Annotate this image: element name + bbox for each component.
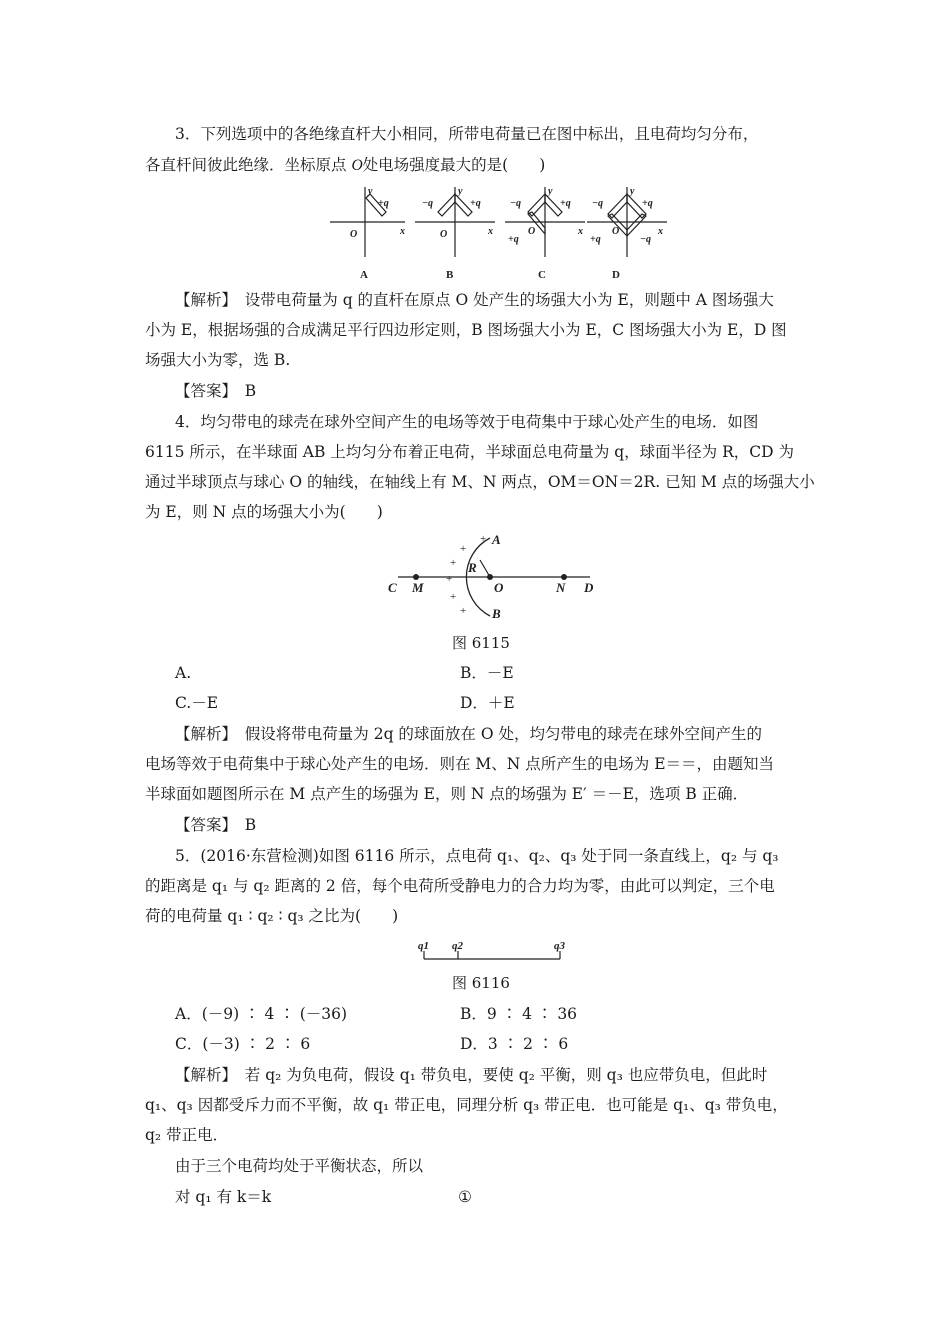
panel-a-label: A	[360, 269, 368, 281]
q5-option-a: A．(－9) ∶ 4 ∶ (－36)	[175, 1005, 348, 1023]
q5-figure-caption: 图 6116	[452, 974, 510, 992]
solution-text: 若 q₂ 为负电荷，假设 q₁ 带负电，要使 q₂ 平衡，则 q₃ 也应带负电，但此时	[244, 1066, 768, 1084]
origin-label: O	[440, 229, 448, 240]
plus-sign: +	[460, 605, 467, 617]
q4-figure-caption: 图 6115	[452, 634, 510, 652]
solution-tag: 【解析】	[175, 725, 230, 743]
q4-answer	[175, 815, 256, 835]
axis-y-label: y	[368, 186, 373, 197]
axis-y-label: y	[630, 186, 635, 197]
q4-figure	[380, 530, 610, 630]
q5-text-line1: 5．(2016·东营检测)如图 6116 所示，点电荷 q₁、q₂、q₃ 处于同一条直线上，q₂ 与 q₃	[175, 847, 779, 865]
q5-solution-line4: 由于三个电荷均处于平衡状态，所以	[175, 1157, 424, 1175]
plus-sign: +	[446, 573, 453, 585]
charge-q2-label: q2	[452, 940, 463, 952]
q5-solution-line5: 对 q₁ 有 k＝k	[175, 1188, 272, 1206]
answer-tag: 【答案】	[175, 382, 230, 400]
q4-option-c: C.－E	[175, 694, 219, 712]
q4-text-line3: 通过半球顶点与球心 O 的轴线，在轴线上有 M、N 两点，OM＝ON＝2R. 已知 M 点的场强大小	[145, 473, 815, 491]
point-m-label: M	[412, 580, 424, 595]
point-b-label: B	[492, 606, 501, 621]
q5-option-b: B．9 ∶ 4 ∶ 36	[460, 1005, 578, 1023]
plus-sign: +	[450, 557, 457, 569]
q4-option-d: D．＋E	[460, 694, 515, 712]
charge-label: −q	[592, 198, 604, 209]
q4-option-b: B．－E	[460, 664, 514, 682]
q5-solution-line3: q₂ 带正电．	[145, 1126, 229, 1144]
plus-sign: +	[450, 591, 457, 603]
q3-solution-line2: 小为 E，根据场强的合成满足平行四边形定则，B 图场强大小为 E，C 图场强大小为 E，D 图	[145, 321, 787, 339]
axis-x-label: x	[488, 226, 493, 237]
q5-option-d: D．3 ∶ 2 ∶ 6	[460, 1035, 569, 1053]
q4-solution-line3: 半球面如题图所示在 M 点产生的场强为 E，则 N 点的场强为 E′ ＝－E，选项 B 正确．	[145, 785, 749, 803]
q3-solution-line1	[175, 290, 774, 310]
plus-sign: +	[480, 533, 487, 545]
panel-a-diagram	[330, 187, 405, 257]
solution-text: 设带电荷量为 q 的直杆在原点 O 处产生的场强大小为 E，则题中 A 图场强大	[244, 291, 774, 309]
axis-y-label: y	[548, 186, 553, 197]
q4-text-line2: 6115 所示，在半球面 AB 上均匀分布着正电荷，半球面总电荷量为 q，球面半径为 R，CD 为	[145, 443, 794, 461]
plus-sign: +	[460, 543, 467, 555]
origin-label: O	[350, 229, 358, 240]
charge-label: +q	[508, 234, 519, 245]
origin-label: O	[612, 226, 620, 237]
point-n-label: N	[556, 580, 566, 595]
radius-label: R	[468, 560, 477, 575]
q3-text-line1: 3．下列选项中的各绝缘直杆大小相同，所带电荷量已在图中标出，且电荷均匀分布，	[175, 125, 759, 143]
q3-text-line2	[145, 155, 545, 176]
q5-option-c: C．(－3) ∶ 2 ∶ 6	[175, 1035, 311, 1053]
charge-label: +q	[378, 198, 389, 209]
charge-label: +q	[642, 198, 653, 209]
answer-value: B	[244, 382, 257, 400]
charge-label: −q	[640, 234, 652, 245]
solution-text: 假设将带电荷量为 2q 的球面放在 O 处，均匀带电的球壳在球外空间产生的	[244, 725, 762, 743]
q3-line2-c: 处电场强度最大的是( )	[362, 156, 546, 174]
axis-x-label: x	[400, 226, 405, 237]
q4-solution-line2: 电场等效于电荷集中于球心处产生的电场．则在 M、N 点所产生的电场为 E＝＝，由题知当	[145, 755, 775, 773]
q5-text-line3: 荷的电荷量 q₁ ∶ q₂ ∶ q₃ 之比为( )	[145, 907, 399, 925]
panel-b-label: B	[446, 269, 454, 281]
panel-d-label: D	[612, 269, 620, 281]
charge-label: +q	[560, 198, 571, 209]
charge-label: +q	[470, 198, 481, 209]
q4-option-a: A.	[175, 664, 192, 682]
q3-answer	[175, 381, 256, 401]
axis-y-label: y	[458, 186, 463, 197]
charge-label: +q	[590, 234, 601, 245]
q3-line2-origin: O	[351, 157, 363, 174]
axis-x-label: x	[578, 226, 583, 237]
q4-solution-line1	[175, 724, 762, 744]
point-o-label: O	[494, 580, 504, 595]
solution-tag: 【解析】	[175, 1066, 230, 1084]
equation-marker: ①	[458, 1188, 472, 1206]
origin-label: O	[528, 226, 536, 237]
answer-tag: 【答案】	[175, 816, 230, 834]
point-d-label: D	[584, 580, 594, 595]
q3-line2-a: 各直杆间彼此绝缘．坐标原点	[145, 156, 352, 174]
answer-value: B	[244, 816, 257, 834]
q4-text-line4: 为 E，则 N 点的场强大小为( )	[145, 503, 383, 521]
charge-q3-label: q3	[554, 940, 565, 952]
q4-text-line1: 4．均匀带电的球壳在球外空间产生的电场等效于电荷集中于球心处产生的电场．如图	[175, 413, 759, 431]
solution-tag: 【解析】	[175, 291, 230, 309]
panel-c-label: C	[538, 269, 546, 281]
charge-q1-label: q1	[418, 940, 429, 952]
q5-solution-line2: q₁、q₃ 因都受斥力而不平衡，故 q₁ 带正电，同理分析 q₃ 带正电．也可能是 q₁、q₃ 带负电，	[145, 1096, 788, 1114]
q5-solution-line1	[175, 1065, 767, 1085]
q3-figure	[320, 182, 663, 282]
axis-x-label: x	[658, 226, 663, 237]
q5-figure	[410, 937, 570, 967]
q3-solution-line3: 场强大小为零，选 B.	[145, 351, 291, 369]
point-a-label: A	[492, 532, 501, 547]
charge-label: −q	[422, 198, 434, 209]
charge-label: −q	[510, 198, 522, 209]
q5-text-line2: 的距离是 q₁ 与 q₂ 距离的 2 倍，每个电荷所受静电力的合力均为零，由此可以判定，三个电	[145, 877, 775, 895]
point-c-label: C	[388, 580, 397, 595]
